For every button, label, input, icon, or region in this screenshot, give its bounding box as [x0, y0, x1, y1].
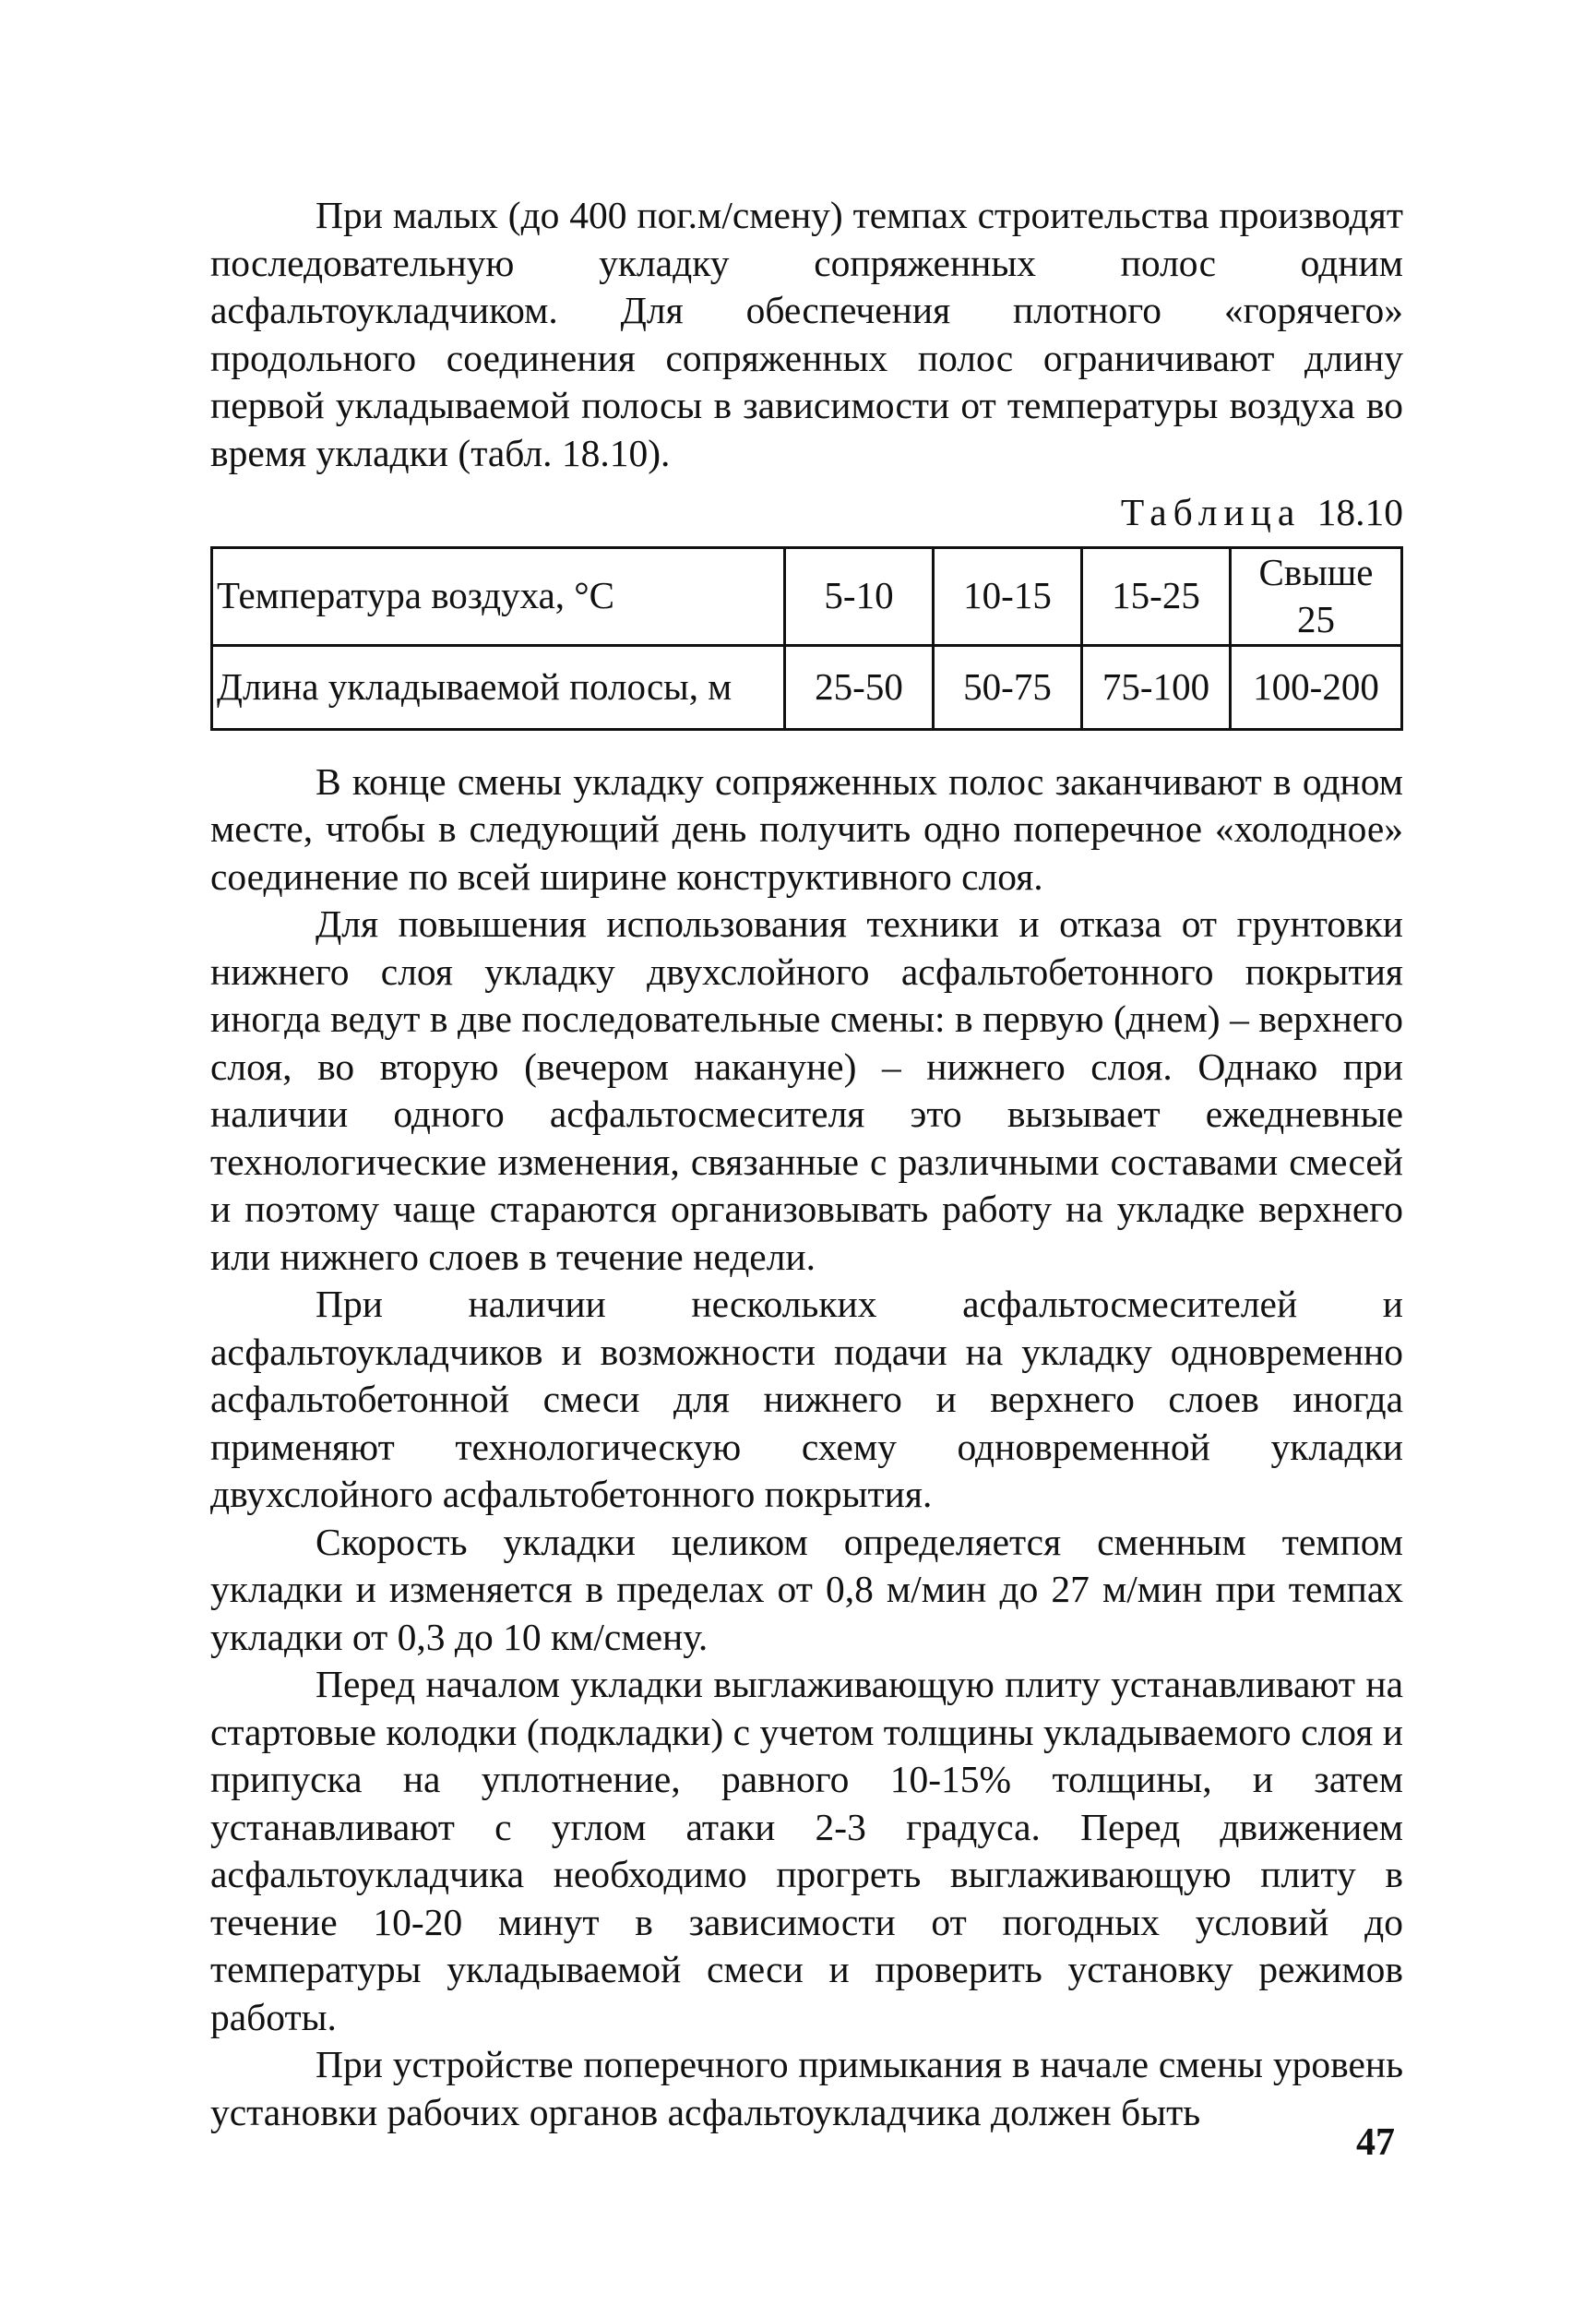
table-caption — [210, 489, 1403, 537]
paragraph-4: При наличии нескольких асфальтосмесителей и асфальтоукладчиков и возможности подачи на укладку одновременно асфальтобетонной смеси для нижнего и верхнего слоев иногда применяют технологическую схему одновременной укладки двухслойного асфальтобетонного покрытия. — [210, 1283, 1403, 1515]
table-row-length — [212, 645, 1402, 729]
table-caption-number: 18.10 — [1316, 491, 1403, 533]
paragraph-3: Для повышения использования техники и отказа от грунтовки нижнего слоя укладку двухслойного асфальтобетонного покрытия иногда ведут в две последовательные смены: в первую (днем) – верхнего слоя, во вторую (вечером накануне) – нижнего слоя. Однако при наличии одного асфальтосмесителя это вызывает ежедневные технологические изменения, связанные с различными составами смесей и поэтому чаще стараются организовывать работу на укладке верхнего или нижнего слоев в течение недели. — [210, 902, 1403, 1278]
paragraph-7: При устройстве поперечного примыкания в начале смены уровень установки рабочих органов асфальтоукладчика должен быть — [210, 2043, 1403, 2133]
table-row-temperature — [212, 547, 1402, 645]
table-cell: 75-100 — [1082, 645, 1231, 729]
table-cell: 100-200 — [1231, 645, 1402, 729]
table-cell-label: Температура воздуха, °С — [212, 547, 785, 645]
page-body — [210, 192, 1403, 2136]
data-table — [210, 546, 1403, 731]
paragraph-5: Скорость укладки целиком определяется сменным темпом укладки и изменяется в пределах от 0,8 м/мин до 27 м/мин при темпах укладки от 0,3 до 10 км/смену. — [210, 1520, 1403, 1658]
table-cell-label: Длина укладываемой полосы, м — [212, 645, 785, 729]
paragraph-1: При малых (до 400 пог.м/смену) темпах строительства производят последовательную укладку сопряженных полос одним асфальтоукладчиком. Для обеспечения плотного «горячего» продольного соединения сопряженных полос ограничивают длину первой укладываемой полосы в зависимости от температуры воздуха во время укладки (табл. 18.10). — [210, 194, 1403, 474]
paragraph-6: Перед началом укладки выглаживающую плиту устанавливают на стартовые колодки (подкладки) с учетом толщины укладываемого слоя и припуска на уплотнение, равного 10-15% толщины, и затем устанавливают с углом атаки 2-3 градуса. Перед движением асфальтоукладчика необходимо прогреть выглаживающую плиту в течение 10-20 минут в зависимости от погодных условий до температуры укладываемой смеси и проверить установку режимов работы. — [210, 1663, 1403, 2038]
table-cell: Свыше 25 — [1231, 547, 1402, 645]
table-cell: 10-15 — [934, 547, 1082, 645]
page-number: 47 — [1356, 2121, 1395, 2164]
paragraph-2: В конце смены укладку сопряженных полос заканчивают в одном месте, чтобы в следующий день получить одно поперечное «холодное» соединение по всей ширине конструктивного слоя. — [210, 759, 1403, 898]
table-cell: 5-10 — [785, 547, 934, 645]
table-cell: 15-25 — [1082, 547, 1231, 645]
table-caption-word: Таблица — [1120, 491, 1302, 533]
table-cell: 50-75 — [934, 645, 1082, 729]
table-cell: 25-50 — [785, 645, 934, 729]
